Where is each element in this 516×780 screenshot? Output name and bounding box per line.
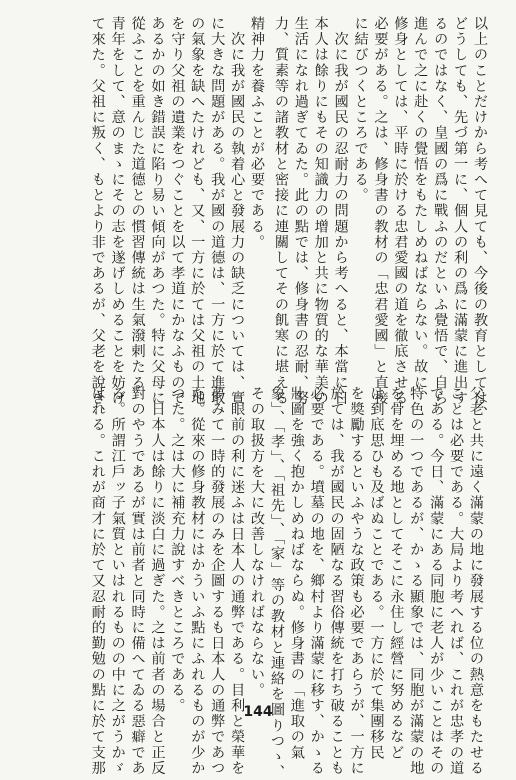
text-column: はれる。これが商才に於て又忍耐的勤勉の點に於て支那 [89, 386, 106, 776]
text-column: 力、質素等の諸教材と密接に連關してその飢寒に堪える [272, 16, 289, 406]
text-column: は到底思ひも及ばぬことである。一方に於て集團移民 [368, 386, 385, 761]
text-column: 生活になれ過ぎてゐた。此の點では、修身書の忍耐、努 [292, 16, 309, 406]
text-column: るのではなく、皇國の爲に戰ふのだといふ覺悟で、自ら [432, 16, 449, 406]
text-column: 精神力を養ふことが必要である。 [249, 16, 265, 250]
text-column: あるかの如き錯誤に陷り易い傾向があつた。特に父母に [149, 16, 166, 406]
text-column: 對のやうであるが實は前者と同時に備へてゐる惡癖であ [129, 386, 146, 776]
text-column: に大きな問題がある。我が國の道德は、一方に於て進取 [209, 16, 226, 406]
text-column: を骨を埋める地としてそこに永住し經營に努めるなど [388, 386, 405, 761]
text-column: 父老と共に遠く滿蒙の地に發展する位の熱意をもたせる [468, 386, 484, 776]
page-number: 144 [243, 704, 273, 720]
text-column: を守り父祖の遺業をつぐことを以て孝道にかなふもので [169, 16, 186, 406]
text-column: る。所謂江戶ッ子氣質といはれるものの中に之がうかゞ [109, 386, 126, 776]
top-left-text-block [30, 16, 266, 422]
text-column: である。今日、滿蒙にある同胞に老人が少いことはその [428, 386, 445, 776]
text-column: の氣象を缺へたけれども、又、一方に於ては父祖の土地 [189, 16, 206, 406]
text-column: 修身としては、平時に於ける忠君愛國の道を徹底させる [392, 16, 409, 406]
text-column: 本人は餘りにもその知識力の增加と共に物質的な華美の [312, 16, 329, 406]
text-column: 眼前の利に迷ふは日本人の通弊である。目利と榮華を [229, 386, 246, 776]
text-column: を獎勵するといふやうな政策も必要であらうが、一方に [348, 386, 365, 776]
text-column: 夢みて一時的發展のみを企圖するも日本人の通弊であつ [209, 386, 226, 776]
text-column: 於ては、我が國民の固陋なる習俗傳統を打ち破ることも [328, 386, 345, 776]
text-column: 特色の一つであるが、かゝる顯象では、同胞が滿蒙の地 [408, 386, 425, 776]
text-column: 日本人は餘りに淡白に過ぎた。之は前者の場合と正反 [149, 386, 166, 776]
text-column: て來た。父祖に叛く、もとより非であるが、父老を說き、 [89, 16, 106, 422]
text-column: 象」、「孝」、「祖先」、「家」等の教材と連絡を圖りつゝ、 [268, 386, 285, 780]
text-column: 次に我が國民の忍耐力の問題から考へると、本當に日 [332, 16, 349, 406]
text-column: 壯圖を強く抱かしめねばならぬ。修身書の「進取の氣 [288, 386, 305, 761]
text-column: 必要である。墳墓の地を、鄉村より滿蒙に移す、かゝる [308, 386, 325, 776]
text-column: どうしても、先づ第一に、個人の利の爲に滿蒙に進出す [452, 16, 469, 406]
text-column: 進んで之に赴くの覺悟をもたしめねばならない。故に、 [412, 16, 429, 406]
text-column: 必要がある。之は、修身書の教材の「忠君愛國」と直接 [372, 16, 389, 406]
text-column: 從ふことを重んじた道德との慣習傳統は生氣潑剌たる [129, 16, 146, 391]
text-column: 次に我が國民の執着心と發展力の缺乏については、實 [229, 16, 246, 406]
text-column: 青年をして、意のまゝにその志を遂げしめることを妨げ [109, 16, 126, 406]
text-column: に結びつくところである。 [352, 16, 369, 204]
top-right-text-block [272, 16, 489, 422]
text-column: その取扱方を大に改善しなければならない。 [249, 386, 266, 698]
text-column: た。從來の修身教材にはかういふ點にふれるものが少か [189, 386, 206, 776]
text-column: つた。之は大に補充力說すべきところである。 [169, 386, 186, 714]
text-column: 以上のことだけから考へて見ても、今後の教育としては、 [472, 16, 488, 422]
text-column: ことは必要である。大局より考へれば、これが忠孝の道 [448, 386, 465, 776]
